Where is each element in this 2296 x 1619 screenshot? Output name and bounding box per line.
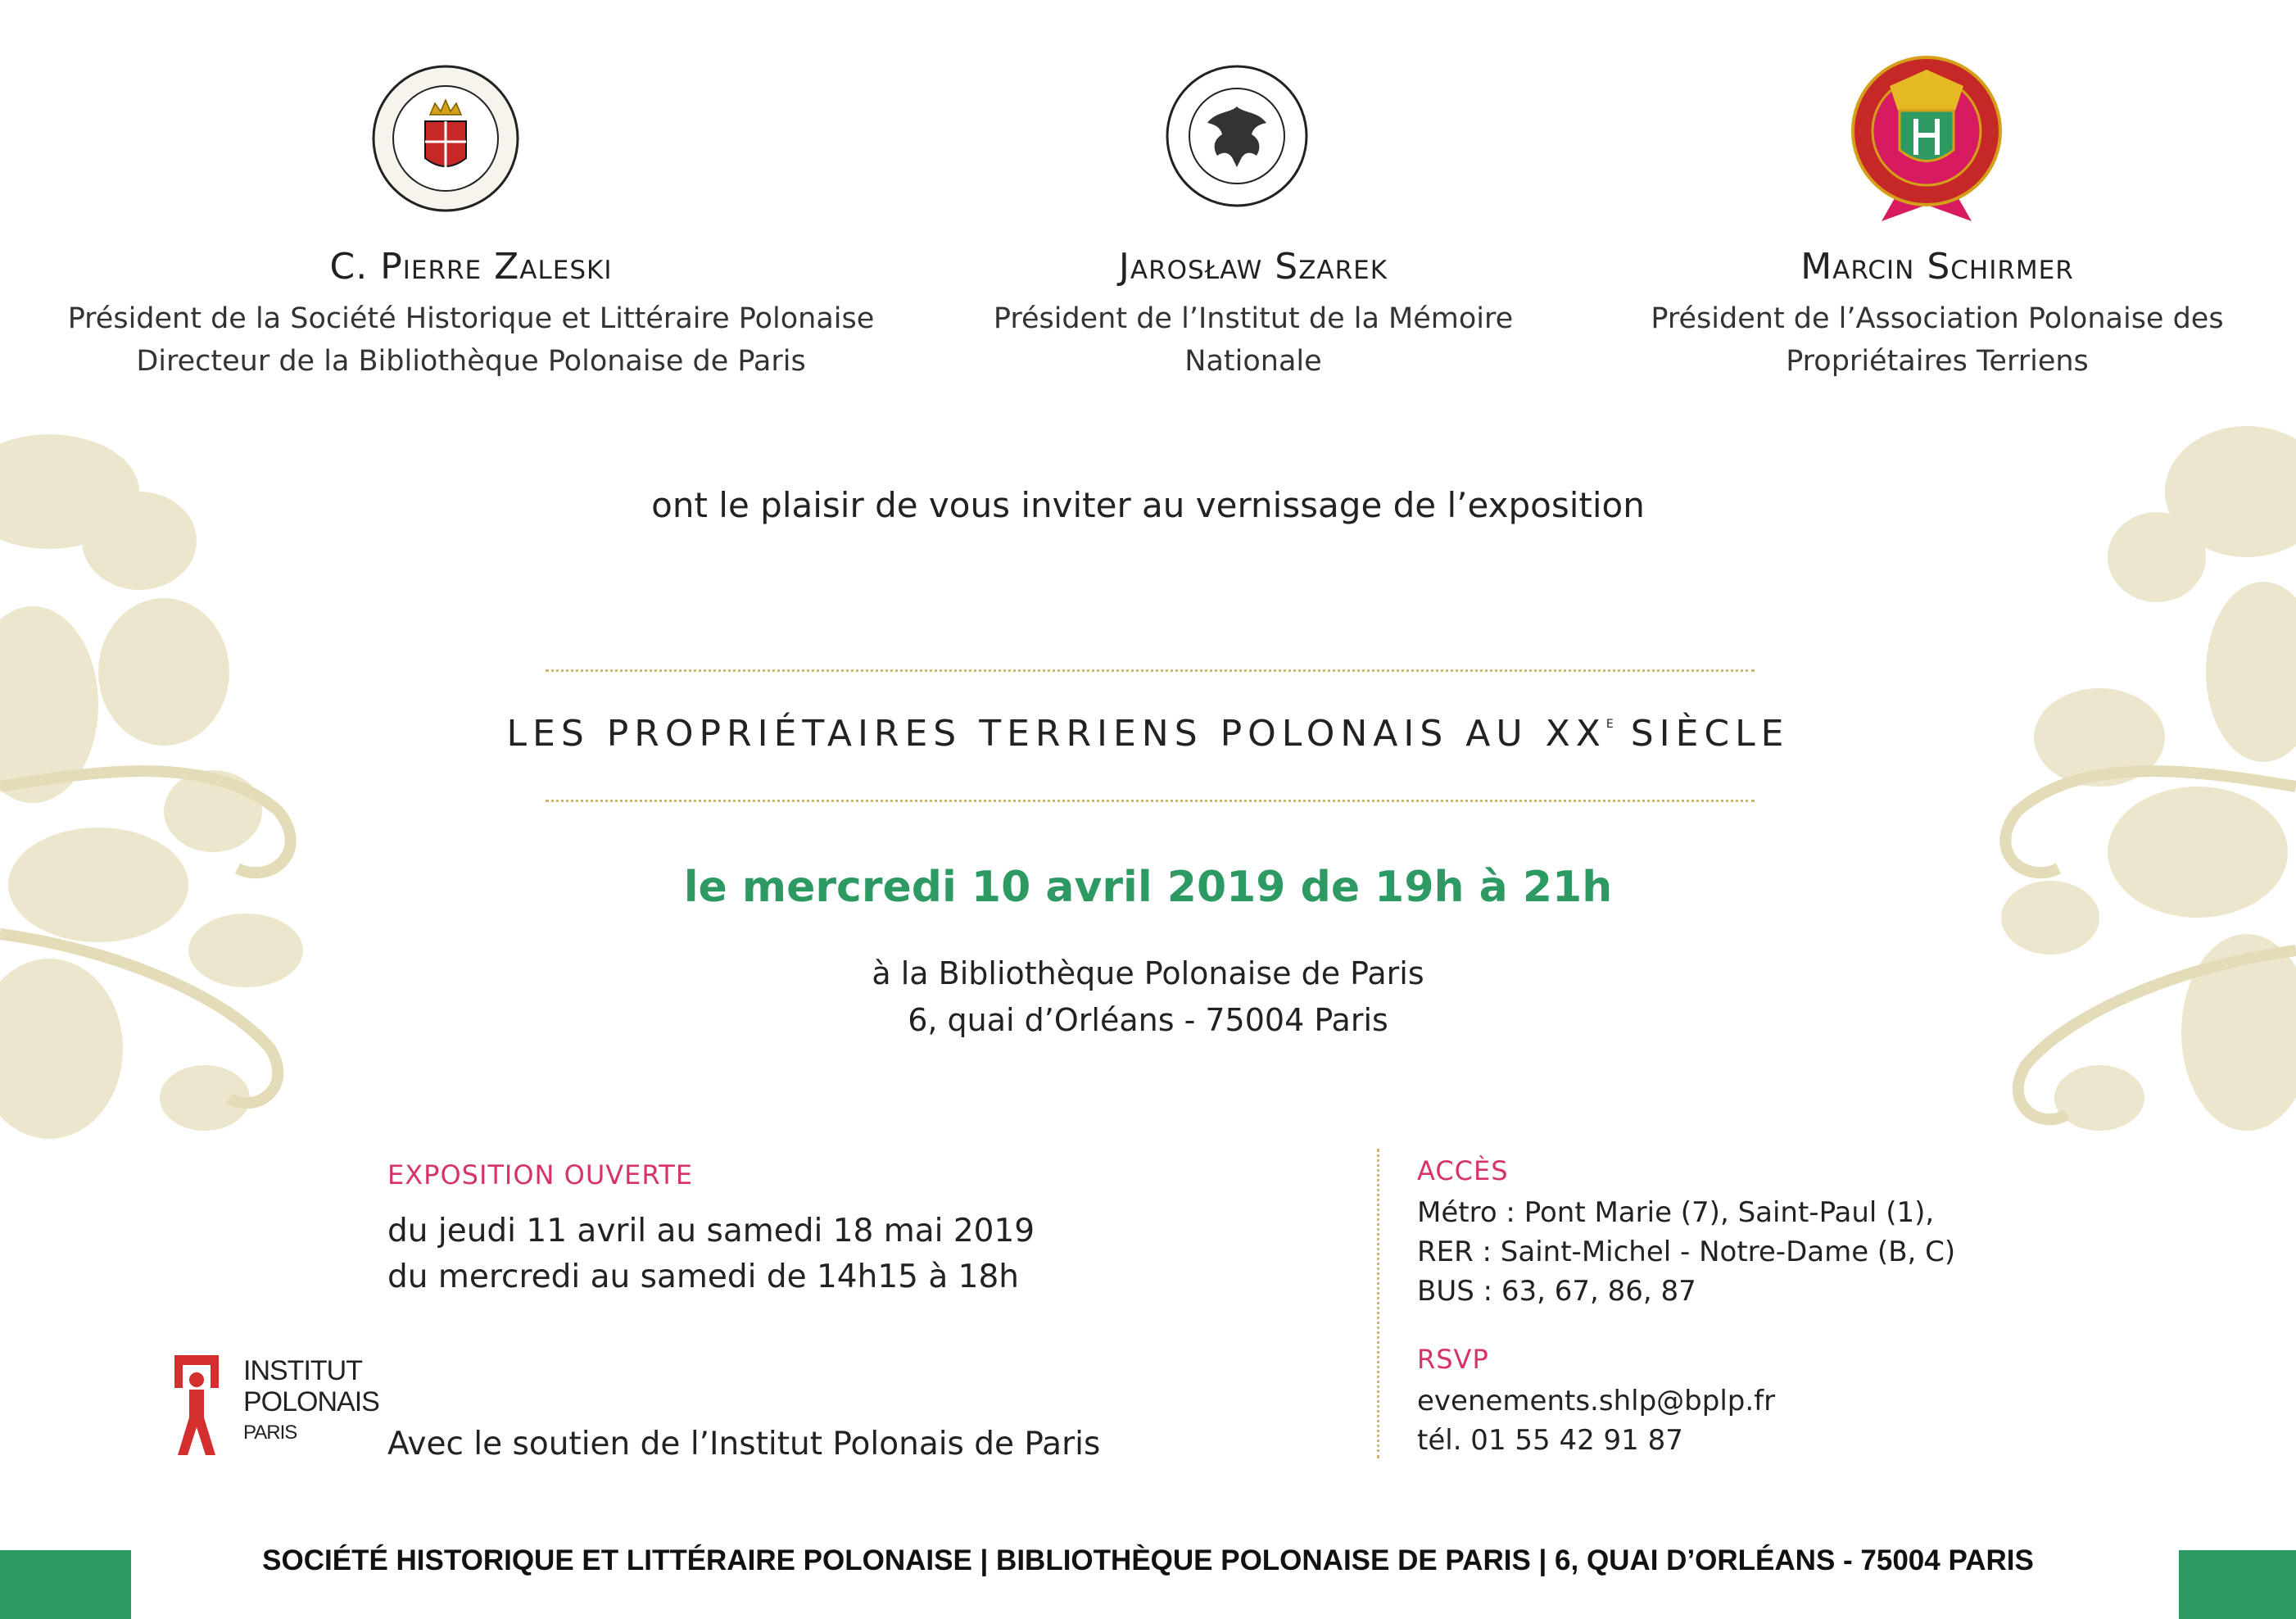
info-divider <box>1377 1149 1379 1458</box>
logo-line: PARIS <box>243 1422 297 1444</box>
event-date: le mercredi 10 avril 2019 de 19h à 21h <box>683 863 1613 912</box>
footer-green-block-right <box>2179 1550 2296 1619</box>
title-rule-top <box>546 669 1755 672</box>
footer-address: SOCIÉTÉ HISTORIQUE ET LITTÉRAIRE POLONAISE | BIBLIOTHÈQUE POLONAISE DE PARIS | 6, QUAI D’ORLÉANS - 75004 PARIS <box>262 1544 2034 1576</box>
opening-dates: du jeudi 11 avril au samedi 18 mai 2019 <box>387 1213 1035 1249</box>
logo-line: POLONAIS <box>243 1386 379 1417</box>
host-name: Marcin Schirmer <box>1800 246 2074 288</box>
exhibition-title <box>0 713 2296 755</box>
host-name: Jarosław Szarek <box>1118 246 1388 288</box>
host-role: Propriétaires Terriens <box>1786 345 2089 378</box>
rsvp-email[interactable]: evenements.shlp@bplp.fr <box>1417 1385 1776 1417</box>
host-2 <box>909 246 1597 383</box>
rsvp-section <box>1417 1344 1775 1460</box>
ptz-seal-logo <box>1849 53 2004 225</box>
host-name: C. Pierre Zaleski <box>329 246 613 288</box>
exhibition-title-sup: E <box>1605 718 1614 731</box>
institut-polonais-logo <box>168 1352 379 1458</box>
access-section <box>1417 1155 1955 1311</box>
invitation-line: ont le plaisir de vous inviter au vernissage de l’exposition <box>651 485 1645 525</box>
opening-label: EXPOSITION OUVERTE <box>387 1159 694 1190</box>
host-1 <box>49 246 893 383</box>
host-role: Président de l’Association Polonaise des <box>1651 302 2224 335</box>
venue-address: 6, quai d’Orléans - 75004 Paris <box>908 1002 1388 1038</box>
opening-hours: du mercredi au samedi de 14h15 à 18h <box>387 1258 1019 1295</box>
access-label: ACCÈS <box>1417 1155 1509 1186</box>
rsvp-label: RSVP <box>1417 1344 1489 1375</box>
access-bus: BUS : 63, 67, 86, 87 <box>1417 1275 1696 1308</box>
host-role: Président de l’Institut de la Mémoire <box>993 302 1514 335</box>
exhibition-title-end: SIÈCLE <box>1613 713 1790 755</box>
exhibition-title-main: LES PROPRIÉTAIRES TERRIENS POLONAIS AU XX <box>506 713 1606 755</box>
sponsor-text: Avec le soutien de l’Institut Polonais de Paris <box>387 1426 1101 1463</box>
rsvp-phone: tél. 01 55 42 91 87 <box>1417 1424 1683 1457</box>
host-role: Directeur de la Bibliothèque Polonaise de Paris <box>136 345 806 378</box>
ipn-seal-logo <box>1165 64 1309 208</box>
logo-line: INSTITUT <box>243 1355 362 1386</box>
footer-green-block-left <box>0 1550 131 1619</box>
left-flourish-ornament <box>0 426 344 1213</box>
institut-polonais-figure-icon <box>168 1352 225 1458</box>
event-venue <box>0 950 2296 1044</box>
host-role: Nationale <box>1184 345 1322 378</box>
host-role: Président de la Société Historique et Littéraire Polonaise <box>67 302 875 335</box>
right-flourish-ornament <box>1952 426 2296 1213</box>
access-metro: Métro : Pont Marie (7), Saint-Paul (1), <box>1417 1196 1935 1229</box>
host-3 <box>1605 246 2269 383</box>
title-rule-bottom <box>546 800 1755 802</box>
venue-line: à la Bibliothèque Polonaise de Paris <box>872 955 1424 991</box>
shlp-seal-logo <box>371 64 520 213</box>
access-rer: RER : Saint-Michel - Notre-Dame (B, C) <box>1417 1236 1956 1268</box>
opening-section <box>387 1159 1035 1300</box>
